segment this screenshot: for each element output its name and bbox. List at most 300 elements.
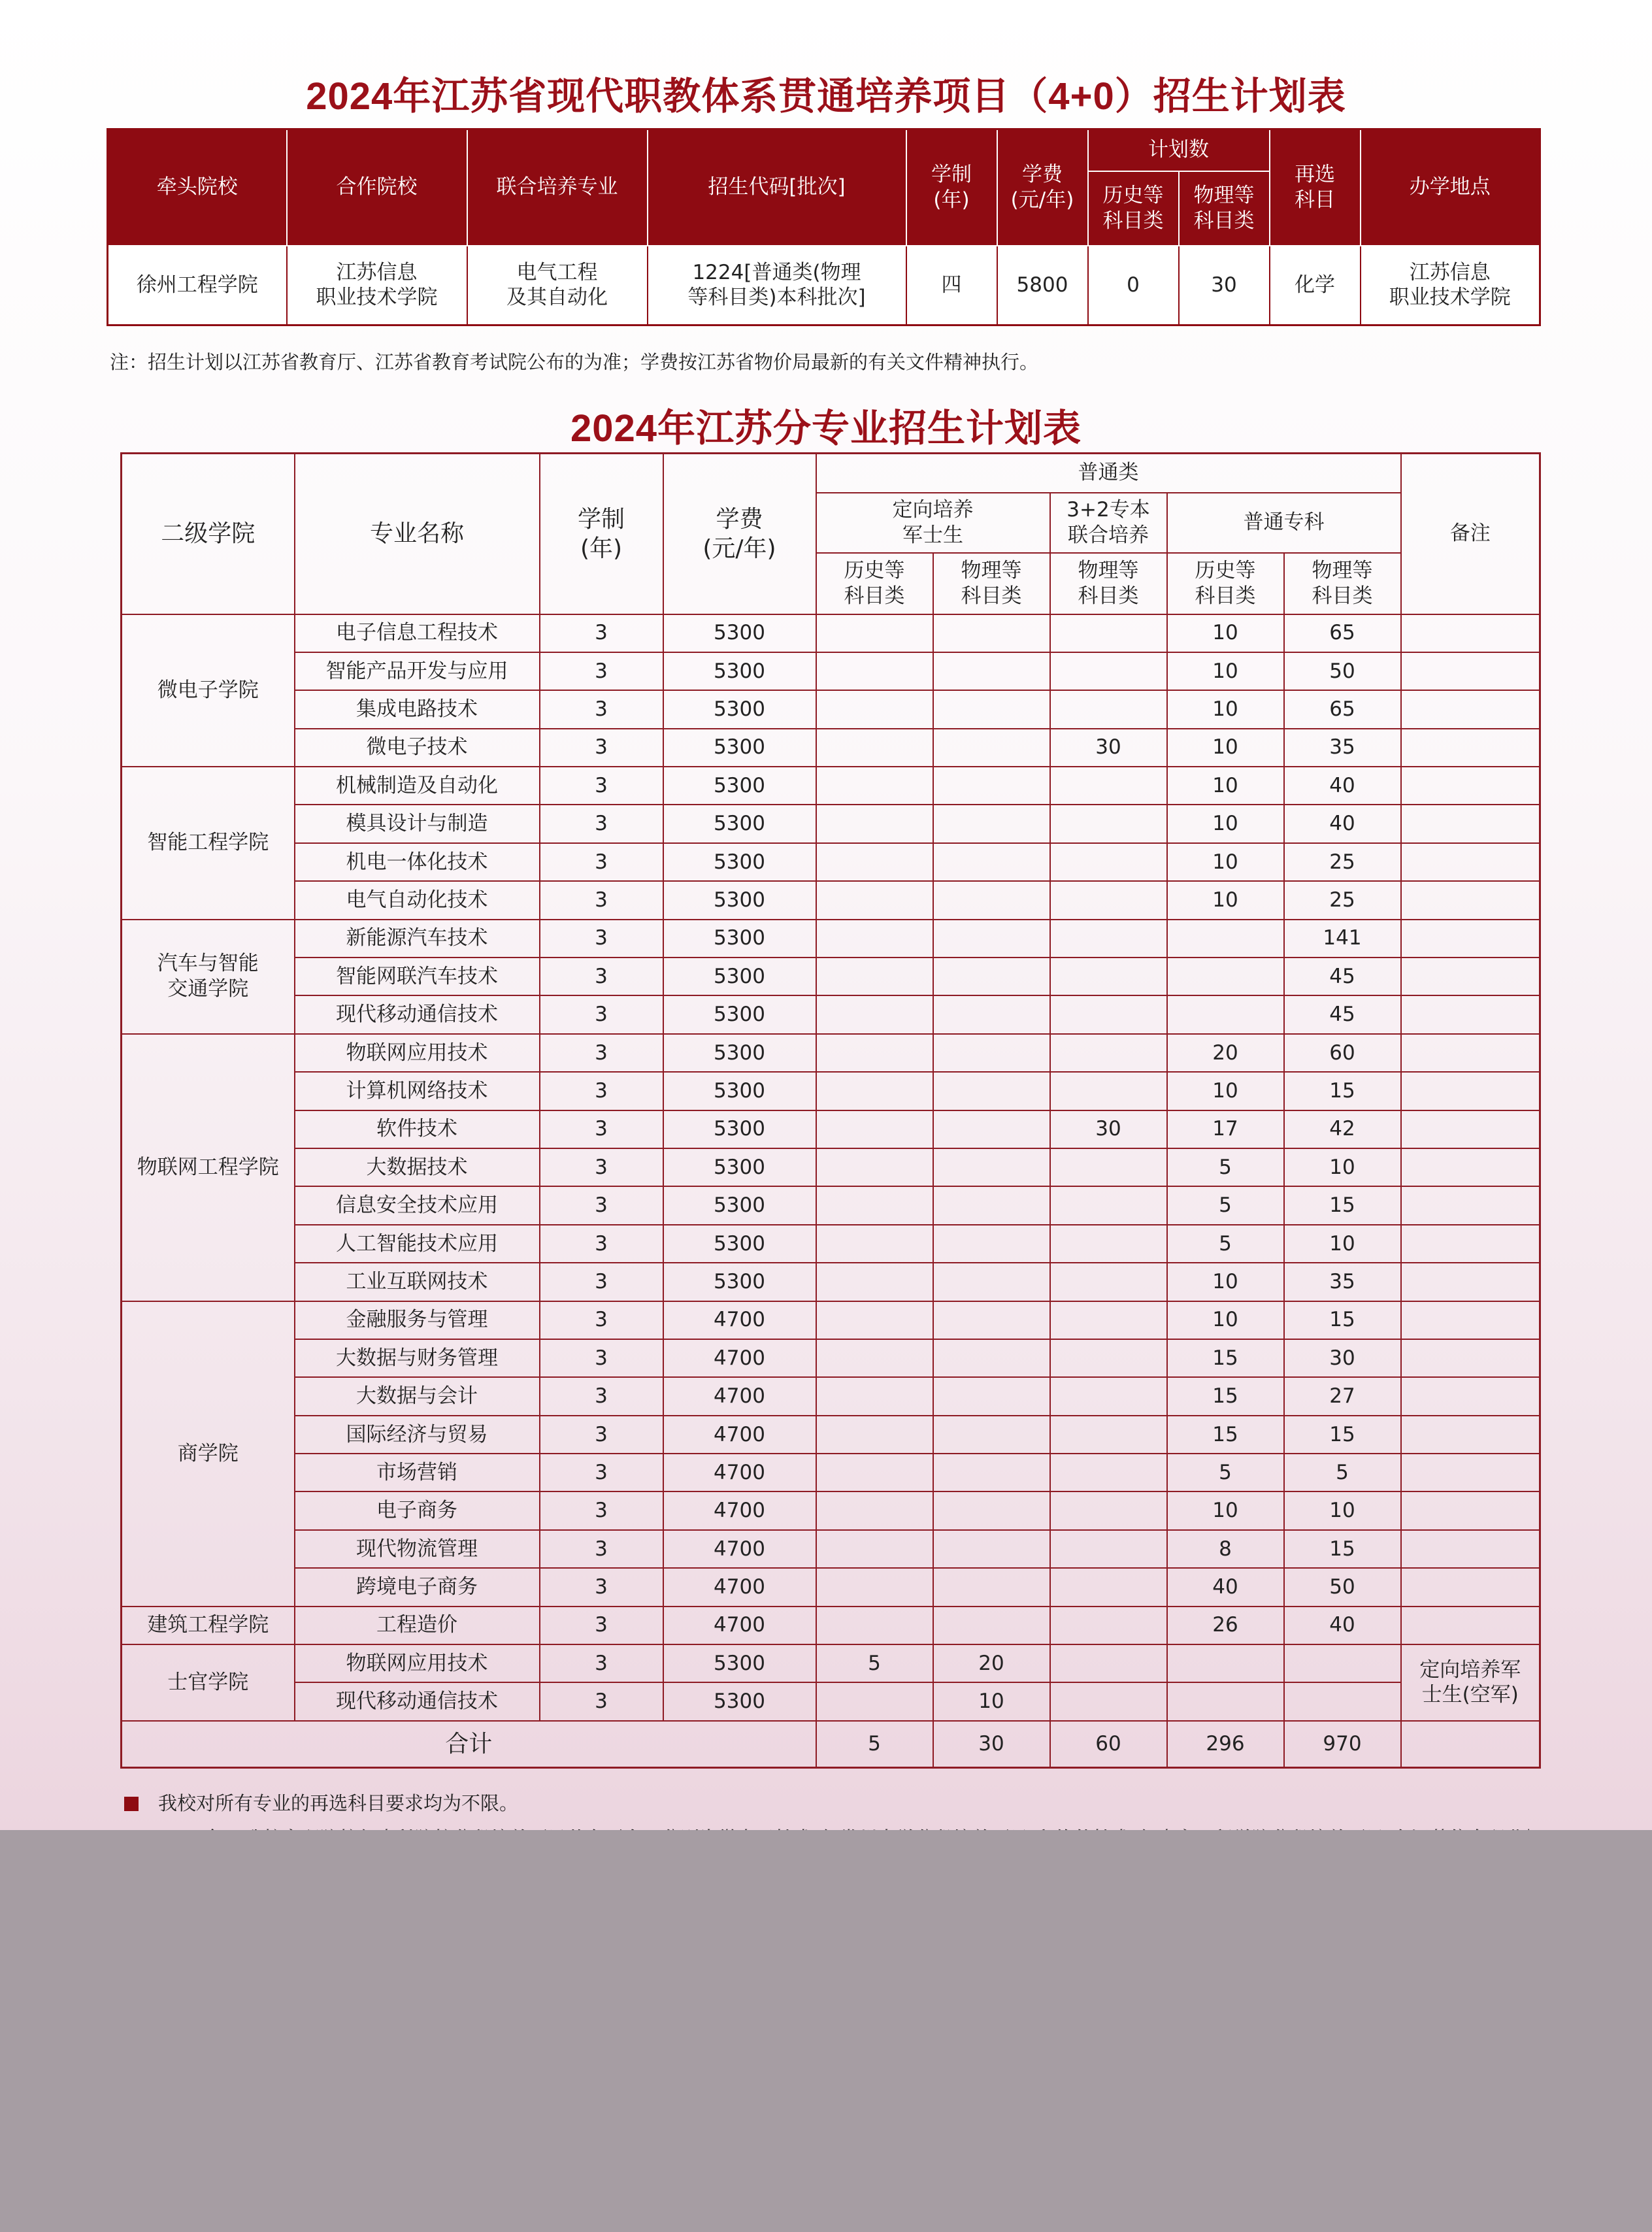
cell-remark: [1401, 958, 1540, 995]
cell-regular-physics: 25: [1284, 881, 1401, 919]
table-row: [122, 1454, 1540, 1491]
cell-fee: 5300: [663, 1072, 816, 1110]
cell-joint: [1050, 1034, 1167, 1072]
cell-fee: 5300: [663, 1110, 816, 1148]
table-row: [108, 246, 1540, 325]
cell-remark: [1401, 1339, 1540, 1377]
cell-fee: 4700: [663, 1416, 816, 1454]
cell-regular-history: 10: [1167, 1301, 1284, 1339]
cell-regular-physics: 35: [1284, 1263, 1401, 1301]
cell-joint: [1050, 958, 1167, 995]
table-row: [122, 1416, 1540, 1454]
cell-directed-history: [816, 995, 933, 1033]
cell-remark: [1401, 1454, 1540, 1491]
cell-regular-history: 10: [1167, 729, 1284, 767]
cell-regular-physics: 50: [1284, 1568, 1401, 1606]
cell-directed-physics: [933, 1377, 1050, 1415]
cell-joint: 30: [1050, 729, 1167, 767]
cell-regular-physics: 141: [1284, 920, 1401, 958]
cell-regular-physics: 15: [1284, 1416, 1401, 1454]
cell-major-name: 大数据与会计: [295, 1377, 540, 1415]
cell-directed-history: [816, 1110, 933, 1148]
cell-remark: [1401, 1225, 1540, 1263]
cell-directed-physics: [933, 614, 1050, 652]
cell-fee: 5300: [663, 881, 816, 919]
cell-fee: 5300: [663, 614, 816, 652]
cell-directed-physics: 10: [933, 1682, 1050, 1720]
cell-major-name: 大数据与财务管理: [295, 1339, 540, 1377]
cell-history: 0: [1088, 246, 1179, 325]
cell-major-name: 机电一体化技术: [295, 843, 540, 881]
header-lead-school: 牵头院校: [108, 129, 287, 246]
cell-duration: 3: [540, 1454, 663, 1491]
cell-fee: 4700: [663, 1568, 816, 1606]
cell-regular-history: 5: [1167, 1186, 1284, 1224]
header-remark: 备注: [1401, 454, 1540, 614]
cell-duration: 3: [540, 995, 663, 1033]
cell-duration: 3: [540, 958, 663, 995]
cell-regular-physics: 15: [1284, 1072, 1401, 1110]
cell-regular-physics: 27: [1284, 1377, 1401, 1415]
header-partner-school: 合作院校: [287, 129, 467, 246]
cell-regular-physics: 40: [1284, 767, 1401, 805]
cell-joint: [1050, 1644, 1167, 1682]
header-fee: 学费 (元/年): [663, 454, 816, 614]
cell-major-name: 机械制造及自动化: [295, 767, 540, 805]
cell-regular-history: 10: [1167, 614, 1284, 652]
cell-directed-history: [816, 1377, 933, 1415]
cell-directed-history: [816, 881, 933, 919]
cell-joint: [1050, 1530, 1167, 1568]
table-row: [122, 920, 1540, 958]
header-general: 普通类: [816, 454, 1401, 493]
header-college: 二级学院: [122, 454, 295, 614]
cell-regular-physics: 40: [1284, 1607, 1401, 1644]
cell-major-name: 物联网应用技术: [295, 1034, 540, 1072]
cell-regular-history: [1167, 1682, 1284, 1720]
cell-directed-physics: [933, 920, 1050, 958]
cell-remark: [1401, 1301, 1540, 1339]
cell-college: 商学院: [122, 1301, 295, 1607]
total-remark: [1401, 1721, 1540, 1768]
cell-regular-history: [1167, 958, 1284, 995]
cell-duration: 3: [540, 920, 663, 958]
table-row: [122, 1530, 1540, 1568]
table-row: [122, 1491, 1540, 1529]
cell-college: 士官学院: [122, 1644, 295, 1721]
cell-directed-history: [816, 1034, 933, 1072]
table-footnote: 注：招生计划以江苏省教育厅、江苏省教育考试院公布的为准；学费按江苏省物价局最新的有关文件精神执行。: [110, 351, 1039, 373]
cell-fee: 5300: [663, 995, 816, 1033]
cell-directed-history: [816, 1072, 933, 1110]
cell-fee: 5300: [663, 805, 816, 842]
cell-duration: 3: [540, 843, 663, 881]
cell-duration: 3: [540, 767, 663, 805]
cell-joint: [1050, 614, 1167, 652]
cell-directed-physics: [933, 1568, 1050, 1606]
cell-regular-history: 10: [1167, 805, 1284, 842]
cell-regular-history: 5: [1167, 1148, 1284, 1186]
header-physics: 物理等 科目类: [1179, 171, 1270, 246]
cell-physics: 30: [1179, 246, 1270, 325]
cell-directed-physics: [933, 995, 1050, 1033]
cell-fee: 5300: [663, 1225, 816, 1263]
cell-regular-history: 10: [1167, 767, 1284, 805]
cell-duration: 3: [540, 1072, 663, 1110]
cell-regular-physics: 15: [1284, 1530, 1401, 1568]
cell-regular-history: 15: [1167, 1416, 1284, 1454]
cell-regular-physics: 40: [1284, 805, 1401, 842]
table-row: [122, 729, 1540, 767]
cell-partner-school: 江苏信息 职业技术学院: [287, 246, 467, 325]
cell-major-name: 微电子技术: [295, 729, 540, 767]
cell-duration: 四: [906, 246, 997, 325]
cell-remark: [1401, 1530, 1540, 1568]
cell-major-name: 现代移动通信技术: [295, 995, 540, 1033]
cell-directed-history: [816, 1301, 933, 1339]
cell-fee: 5300: [663, 958, 816, 995]
header-major-name: 专业名称: [295, 454, 540, 614]
cell-directed-history: [816, 690, 933, 728]
cell-remark: [1401, 1491, 1540, 1529]
cell-remark: [1401, 1186, 1540, 1224]
cell-regular-history: 10: [1167, 843, 1284, 881]
cell-directed-physics: [933, 690, 1050, 728]
cell-remark: [1401, 1377, 1540, 1415]
cell-joint: [1050, 1225, 1167, 1263]
cell-major: 电气工程 及其自动化: [467, 246, 648, 325]
table-row: [122, 1644, 1540, 1682]
cell-major-name: 金融服务与管理: [295, 1301, 540, 1339]
cell-directed-history: [816, 614, 933, 652]
table-row: [122, 1186, 1540, 1224]
cell-directed-physics: [933, 1339, 1050, 1377]
cell-fee: 5300: [663, 767, 816, 805]
cell-joint: [1050, 1339, 1167, 1377]
cell-directed-physics: [933, 843, 1050, 881]
header-plan: 计划数: [1088, 129, 1270, 171]
total-row: [122, 1721, 1540, 1768]
cell-regular-history: 15: [1167, 1377, 1284, 1415]
cell-college: 物联网工程学院: [122, 1034, 295, 1301]
cell-directed-history: [816, 1416, 933, 1454]
cell-fee: 5300: [663, 1034, 816, 1072]
cell-directed-history: [816, 1263, 933, 1301]
total-label: 合计: [122, 1721, 816, 1768]
cell-remark: [1401, 1072, 1540, 1110]
cell-major-name: 电气自动化技术: [295, 881, 540, 919]
cell-fee: 5300: [663, 1186, 816, 1224]
cell-directed-history: [816, 920, 933, 958]
cell-major-name: 现代移动通信技术: [295, 1682, 540, 1720]
cell-duration: 3: [540, 1339, 663, 1377]
cell-directed-physics: [933, 1454, 1050, 1491]
cell-duration: 3: [540, 652, 663, 690]
cell-directed-history: [816, 1491, 933, 1529]
header-major: 联合培养专业: [467, 129, 648, 246]
cell-directed-physics: [933, 1491, 1050, 1529]
cell-major-name: 模具设计与制造: [295, 805, 540, 842]
cell-directed-history: 5: [816, 1644, 933, 1682]
cell-fee: 5300: [663, 1263, 816, 1301]
cell-regular-history: 10: [1167, 881, 1284, 919]
cell-joint: [1050, 1186, 1167, 1224]
cell-remark: [1401, 995, 1540, 1033]
cell-duration: 3: [540, 1682, 663, 1720]
cell-major-name: 工业互联网技术: [295, 1263, 540, 1301]
table-row: [122, 1682, 1540, 1720]
header-fee: 学费 (元/年): [997, 129, 1088, 246]
header-regular: 普通专科: [1167, 493, 1401, 553]
table-row: [122, 767, 1540, 805]
cell-duration: 3: [540, 881, 663, 919]
cell-directed-history: [816, 1530, 933, 1568]
cell-regular-physics: 25: [1284, 843, 1401, 881]
total-directed-physics: 30: [933, 1721, 1050, 1768]
cell-major-name: 国际经济与贸易: [295, 1416, 540, 1454]
cell-major-name: 人工智能技术应用: [295, 1225, 540, 1263]
cell-duration: 3: [540, 1416, 663, 1454]
cell-lead-school: 徐州工程学院: [108, 246, 287, 325]
cell-joint: [1050, 690, 1167, 728]
cell-directed-history: [816, 1454, 933, 1491]
cell-regular-physics: 10: [1284, 1148, 1401, 1186]
cell-duration: 3: [540, 1301, 663, 1339]
cell-regular-history: [1167, 1644, 1284, 1682]
cell-regular-history: 8: [1167, 1530, 1284, 1568]
cell-duration: 3: [540, 1568, 663, 1606]
cell-joint: [1050, 1301, 1167, 1339]
cell-duration: 3: [540, 1644, 663, 1682]
header-directed: 定向培养 军士生: [816, 493, 1050, 553]
cell-joint: [1050, 1377, 1167, 1415]
cell-regular-history: [1167, 920, 1284, 958]
cell-fee: 4700: [663, 1339, 816, 1377]
table-row: [122, 1263, 1540, 1301]
header-duration: 学制 (年): [540, 454, 663, 614]
table-row: [122, 958, 1540, 995]
cell-directed-physics: [933, 767, 1050, 805]
cell-duration: 3: [540, 1263, 663, 1301]
cell-elective: 化学: [1270, 246, 1361, 325]
cell-joint: [1050, 1491, 1167, 1529]
gray-overlay: [0, 1830, 1652, 2232]
cell-directed-physics: [933, 729, 1050, 767]
section-title: 2024年江苏分专业招生计划表: [570, 407, 1082, 450]
cell-regular-physics: 45: [1284, 995, 1401, 1033]
table-row: [122, 805, 1540, 842]
cell-remark: [1401, 652, 1540, 690]
cell-regular-history: 40: [1167, 1568, 1284, 1606]
cell-fee: 4700: [663, 1530, 816, 1568]
header-location: 办学地点: [1361, 129, 1540, 246]
cell-remark: [1401, 767, 1540, 805]
header-directed-history: 历史等 科目类: [816, 553, 933, 614]
cell-regular-physics: 10: [1284, 1491, 1401, 1529]
cell-regular-history: 5: [1167, 1454, 1284, 1491]
cell-regular-history: 10: [1167, 690, 1284, 728]
header-duration: 学制 (年): [906, 129, 997, 246]
cell-directed-physics: [933, 1186, 1050, 1224]
header-directed-physics: 物理等 科目类: [933, 553, 1050, 614]
cell-fee: 4700: [663, 1301, 816, 1339]
cell-fee: 4700: [663, 1454, 816, 1491]
cell-regular-history: 20: [1167, 1034, 1284, 1072]
cell-regular-history: 5: [1167, 1225, 1284, 1263]
cell-duration: 3: [540, 1148, 663, 1186]
cell-major-name: 物联网应用技术: [295, 1644, 540, 1682]
cell-regular-history: 17: [1167, 1110, 1284, 1148]
cell-directed-physics: [933, 1530, 1050, 1568]
note-text: 我校对所有专业的再选科目要求均为不限。: [158, 1792, 519, 1814]
cell-regular-physics: 65: [1284, 614, 1401, 652]
bullet-square-icon: [124, 1797, 139, 1811]
cell-fee: 4700: [663, 1607, 816, 1644]
table-body: [122, 614, 1540, 1721]
cell-major-name: 软件技术: [295, 1110, 540, 1148]
cell-remark: [1401, 1607, 1540, 1644]
cell-major-name: 智能网联汽车技术: [295, 958, 540, 995]
cell-directed-history: [816, 767, 933, 805]
cell-regular-physics: 42: [1284, 1110, 1401, 1148]
total-regular-history: 296: [1167, 1721, 1284, 1768]
cell-remark: [1401, 920, 1540, 958]
cell-fee: 5300: [663, 1148, 816, 1186]
cell-regular-physics: 5: [1284, 1454, 1401, 1491]
cell-fee: 5300: [663, 729, 816, 767]
table-row: [122, 843, 1540, 881]
header-history: 历史等 科目类: [1088, 171, 1179, 246]
cell-regular-history: [1167, 995, 1284, 1033]
cell-directed-history: [816, 1568, 933, 1606]
cell-major-name: 工程造价: [295, 1607, 540, 1644]
cell-regular-physics: 65: [1284, 690, 1401, 728]
cell-remark: [1401, 614, 1540, 652]
page-title: 2024年江苏省现代职教体系贯通培养项目（4+0）招生计划表: [306, 75, 1346, 118]
cell-duration: 3: [540, 729, 663, 767]
cell-directed-history: [816, 1607, 933, 1644]
cell-directed-history: [816, 1186, 933, 1224]
cell-remark: [1401, 1263, 1540, 1301]
cell-joint: [1050, 995, 1167, 1033]
header-code: 招生代码[批次]: [648, 129, 906, 246]
cell-code: 1224[普通类(物理 等科目类)本科批次]: [648, 246, 906, 325]
table-row: [122, 881, 1540, 919]
total-directed-history: 5: [816, 1721, 933, 1768]
cell-duration: 3: [540, 1034, 663, 1072]
cell-joint: [1050, 881, 1167, 919]
cell-directed-history: [816, 1682, 933, 1720]
cell-directed-physics: [933, 1110, 1050, 1148]
cell-fee: 4700: [663, 1491, 816, 1529]
cell-duration: 3: [540, 1186, 663, 1224]
cell-location: 江苏信息 职业技术学院: [1361, 246, 1540, 325]
cell-directed-physics: [933, 805, 1050, 842]
cell-directed-history: [816, 1148, 933, 1186]
cell-joint: [1050, 1263, 1167, 1301]
cell-fee: 5300: [663, 920, 816, 958]
cell-directed-physics: [933, 958, 1050, 995]
table-row: [122, 1607, 1540, 1644]
cell-regular-physics: 35: [1284, 729, 1401, 767]
cell-duration: 3: [540, 1377, 663, 1415]
cell-joint: [1050, 1607, 1167, 1644]
cell-duration: 3: [540, 1607, 663, 1644]
cell-major-name: 集成电路技术: [295, 690, 540, 728]
cell-regular-history: 10: [1167, 1491, 1284, 1529]
cell-remark: [1401, 1034, 1540, 1072]
header-elective: 再选 科目: [1270, 129, 1361, 246]
cell-directed-physics: [933, 1072, 1050, 1110]
cell-directed-history: [816, 805, 933, 842]
cell-directed-history: [816, 1225, 933, 1263]
cell-major-name: 现代物流管理: [295, 1530, 540, 1568]
cell-duration: 3: [540, 614, 663, 652]
table-row: [122, 1110, 1540, 1148]
cell-college: 智能工程学院: [122, 767, 295, 920]
cell-directed-physics: [933, 652, 1050, 690]
table-row: [122, 1034, 1540, 1072]
cell-directed-physics: [933, 1301, 1050, 1339]
cell-regular-history: 10: [1167, 1072, 1284, 1110]
cell-remark: [1401, 690, 1540, 728]
cell-fee: 5300: [663, 652, 816, 690]
cell-directed-history: [816, 843, 933, 881]
major-plan-table: [120, 452, 1541, 1769]
cell-joint: [1050, 1568, 1167, 1606]
cell-directed-physics: [933, 1225, 1050, 1263]
cell-fee: 4700: [663, 1377, 816, 1415]
table-row: [122, 1301, 1540, 1339]
cell-major-name: 新能源汽车技术: [295, 920, 540, 958]
table-row: [122, 614, 1540, 652]
cell-directed-physics: [933, 881, 1050, 919]
cell-directed-physics: [933, 1416, 1050, 1454]
cell-college: 微电子学院: [122, 614, 295, 767]
table-row: [122, 995, 1540, 1033]
cell-major-name: 智能产品开发与应用: [295, 652, 540, 690]
cell-major-name: 大数据技术: [295, 1148, 540, 1186]
cell-fee: 5300: [663, 1644, 816, 1682]
header-regular-history: 历史等 科目类: [1167, 553, 1284, 614]
note-item: [124, 1786, 1529, 1821]
cell-directed-physics: 20: [933, 1644, 1050, 1682]
cell-duration: 3: [540, 1491, 663, 1529]
cell-directed-physics: [933, 1034, 1050, 1072]
cell-regular-physics: 10: [1284, 1225, 1401, 1263]
cell-directed-history: [816, 958, 933, 995]
cell-regular-physics: 45: [1284, 958, 1401, 995]
cell-joint: [1050, 652, 1167, 690]
table-row: [122, 1568, 1540, 1606]
cell-remark: [1401, 805, 1540, 842]
table-row: [122, 1377, 1540, 1415]
cell-duration: 3: [540, 1110, 663, 1148]
cell-directed-physics: [933, 1263, 1050, 1301]
cell-remark: [1401, 1416, 1540, 1454]
cell-major-name: 跨境电子商务: [295, 1568, 540, 1606]
cell-regular-physics: [1284, 1644, 1401, 1682]
cell-duration: 3: [540, 690, 663, 728]
cell-remark: [1401, 729, 1540, 767]
cell-fee: 5300: [663, 843, 816, 881]
cell-duration: 3: [540, 805, 663, 842]
cell-regular-physics: [1284, 1682, 1401, 1720]
cell-remark: [1401, 881, 1540, 919]
cell-joint: [1050, 1682, 1167, 1720]
cell-joint: [1050, 1148, 1167, 1186]
cell-regular-physics: 60: [1284, 1034, 1401, 1072]
